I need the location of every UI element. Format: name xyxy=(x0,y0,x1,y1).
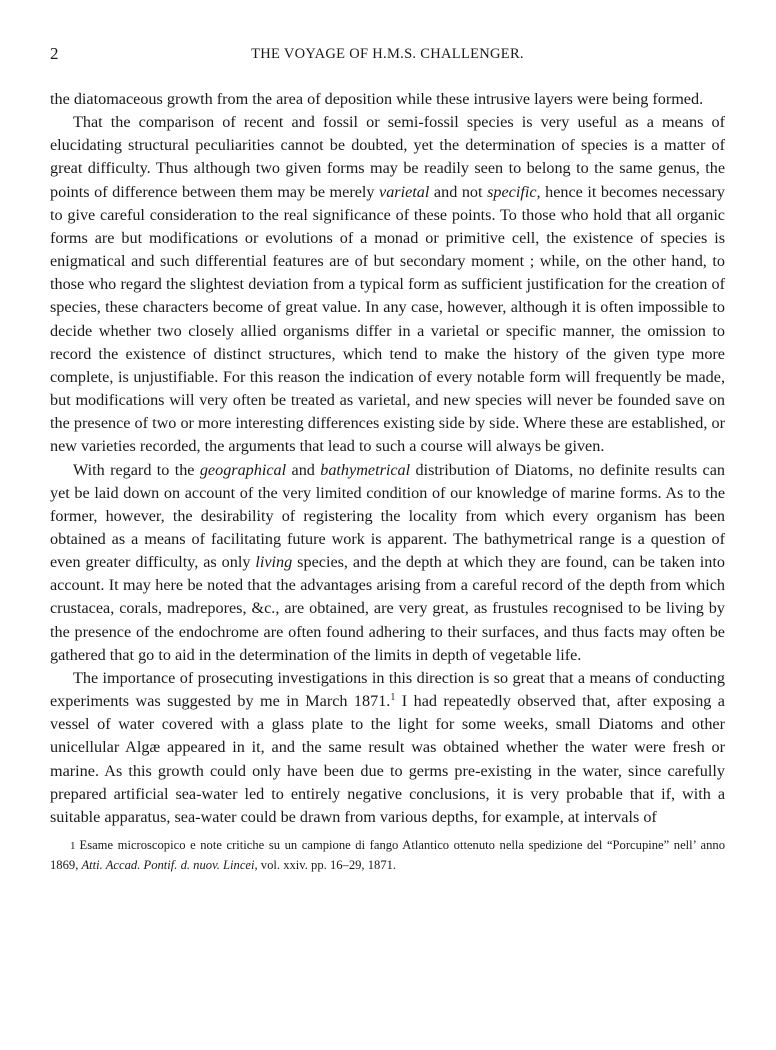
paragraph-3-text-d: species, and the depth at which they are found, can be taken into account. It may here be noted that the advantages arising from a careful record of the depth from which crustacea, corals, madrepores, &c., are obtained, are very great, as frustules recognised to be living by the presence of the endochrome are often found adhering to their surfaces, and thus facts may often be gathered that go to aid in the determination of the limits in depth of vegetable life. xyxy=(50,553,725,664)
italic-geographical: geographical xyxy=(199,460,287,479)
footnote-reference[interactable]: 1 xyxy=(390,692,396,704)
paragraph-2 xyxy=(50,111,725,458)
paragraph-2-text-b: and not xyxy=(429,182,488,201)
document-page xyxy=(50,44,725,875)
paragraph-2-text-c: hence it becomes necessary to give careful consideration to the real significance of these points. To those who hold that all organic forms are but modifications or evolutions of a monad or primitive cell, the existence of species is enigmatical and such differential features are of but secondary moment ; while, on the other hand, to those who regard the slightest deviation from a typical form as sufficient justification for the creation of species, these characters become of great value. In any case, however, although it is often impossible to decide whether two closely allied organisms differ in a varietal or specific manner, the omission to record the existence of distinct structures, which tend to make the history of the given type more complete, is unjustifiable. For this reason the indication of every notable form will frequently be made, but modifications will very often be treated as varietal, and new species will never be founded save on the presence of two or more interesting differences existing side by side. Where these are established, or new varieties recorded, the arguments that lead to such a course will always be given. xyxy=(50,182,725,456)
paragraph-3-text-b: and xyxy=(286,460,321,479)
paragraph-1-text: the diatomaceous growth from the area of deposition while these intrusive layers were being formed. xyxy=(50,90,704,108)
paragraph-1 xyxy=(50,88,725,111)
paragraph-3-text-c: distribution of Diatoms, no definite results can yet be laid down on account of the very limited condition of our knowledge of marine forms. As to the former, however, the desirability of registering the locality from which every organism has been obtained as a means of facilitating future work is apparent. The bathymetrical range is a question of even greater difficulty, as only xyxy=(50,460,725,572)
paragraph-4 xyxy=(50,667,725,829)
paragraph-3 xyxy=(50,459,725,667)
footnote-journal: Atti. Accad. Pontif. d. nuov. Lincei, xyxy=(81,858,258,872)
paragraph-4-text-b: I had repeatedly observed that, after exposing a vessel of water covered with a glass plate to the light for some weeks, small Diatoms and other unicellular Algæ appeared in it, and the same result was obtained whether the water were fresh or marine. As this growth could only have been due to germs pre-existing in the water, since carefully prepared artificial sea-water led to entirely negative conclusions, it is very probable that if, with a suitable apparatus, sea-water could be drawn from various depths, for example, at intervals of xyxy=(50,692,725,826)
footnote-text-b: vol. xxiv. pp. 16–29, 1871. xyxy=(257,858,397,872)
footnote-mark: 1 xyxy=(70,840,76,852)
italic-varietal: varietal xyxy=(379,182,430,201)
paragraph-3-text-a: With regard to the xyxy=(73,460,200,479)
page-number: 2 xyxy=(50,44,59,63)
body-text xyxy=(50,88,725,829)
paragraph-2-text-a: That the comparison of recent and fossil or semi-fossil species is very useful as a means of elucidating structural peculiarities cannot be doubted, yet the determination of species is a matter of great difficulty. Thus although two given forms may be readily seen to belong to the same genus, the points of difference between them may be merely xyxy=(50,113,725,201)
running-head: THE VOYAGE OF H.M.S. CHALLENGER. xyxy=(251,46,524,62)
paragraph-4-text-a: The importance of prosecuting investigations in this direction is so great that a means of conducting experiments was suggested by me in March 1871. xyxy=(50,668,725,711)
footnote-1 xyxy=(50,836,725,875)
footnote xyxy=(50,836,725,875)
italic-bathymetrical: bathymetrical xyxy=(320,460,411,479)
footnote-text-a: Esame microscopico e note critiche su un campione di fango Atlantico ottenuto nella spedizione del “Porcupine” nell’ anno 1869, xyxy=(50,838,725,872)
italic-living: living xyxy=(255,553,293,572)
italic-specific: specific, xyxy=(487,182,541,201)
page-header xyxy=(50,44,725,70)
